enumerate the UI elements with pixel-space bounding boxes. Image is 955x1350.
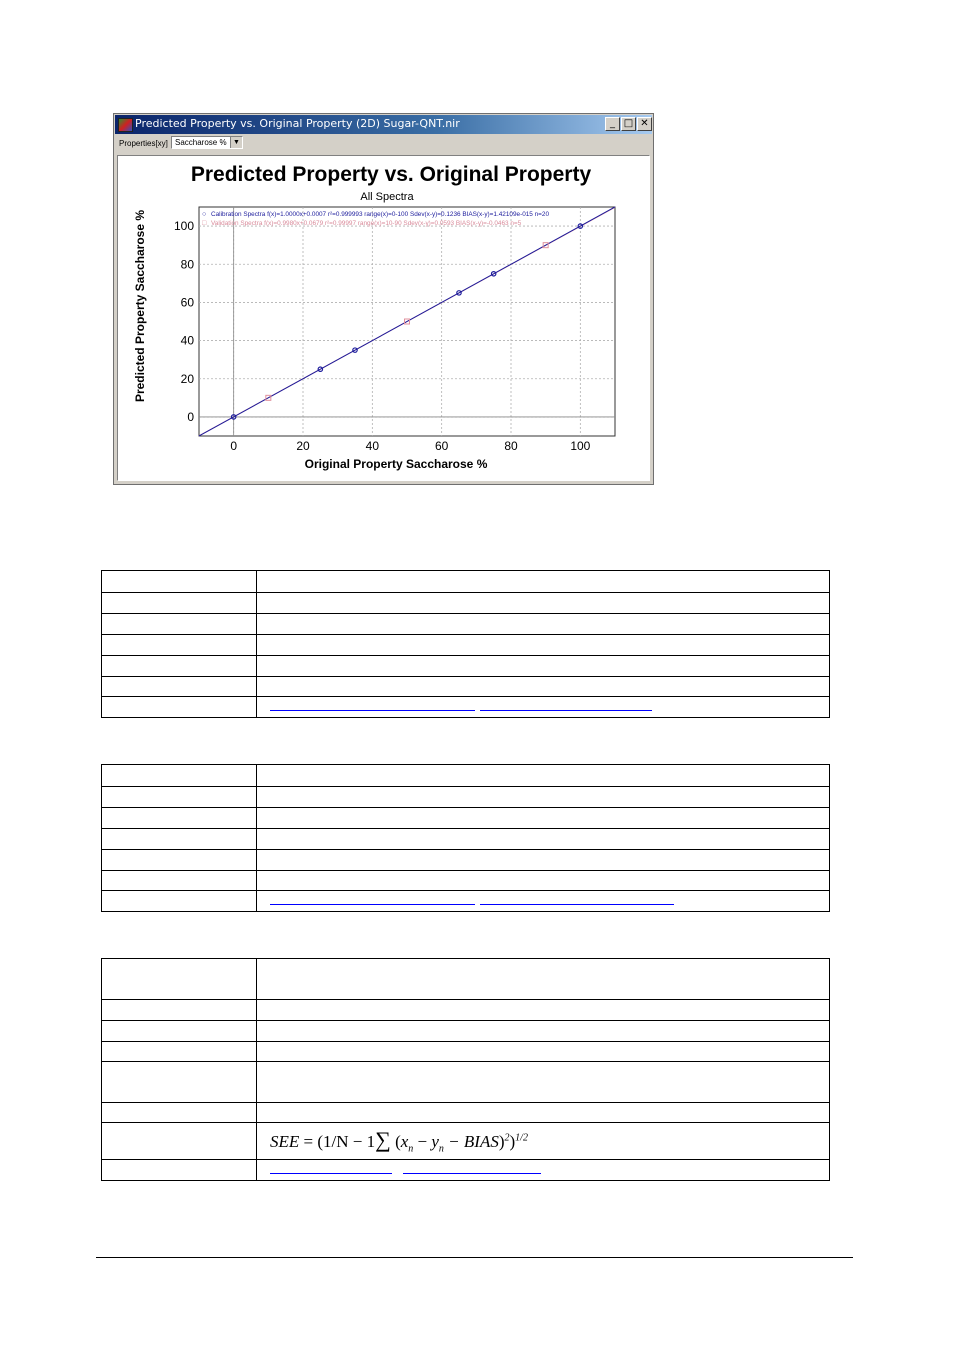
chart-area [117, 155, 650, 481]
y-tick-label: 20 [180, 371, 194, 386]
legend-calibration-marker: ○ [202, 211, 207, 218]
chart-subtitle: All Spectra [360, 191, 414, 203]
formula-x: x [400, 1132, 409, 1152]
table-row [102, 808, 830, 829]
table-row [102, 614, 830, 635]
formula-paren: ( [390, 1132, 401, 1152]
x-tick-label: 60 [434, 439, 449, 453]
property-select[interactable] [171, 136, 243, 149]
formula-square: 2 [504, 1132, 510, 1144]
table-row [102, 1042, 830, 1062]
window-titlebar[interactable] [115, 115, 652, 134]
y-tick-label: 100 [173, 219, 194, 234]
table-row [102, 850, 830, 871]
formula-half: 1/2 [515, 1132, 528, 1144]
property-select-value: Saccharose % [175, 138, 227, 147]
legend-calibration: Calibration Spectra f(x)=1.0000x+0.0007 r²=0.999993 range(x)=0-100 Sdev(x-y)=0.1236 BIAS(x-y)=1.42109e-015 n=20 [211, 211, 550, 218]
formula-minus: − [413, 1132, 432, 1152]
table-row [102, 787, 830, 808]
chart-title: Predicted Property vs. Original Property [190, 163, 592, 186]
table-row [102, 1103, 830, 1123]
table-row [102, 1123, 830, 1160]
formula-n: = (1/N − 1 [299, 1132, 376, 1152]
formula-close-outer: ) [509, 1132, 516, 1152]
table-row [102, 1062, 830, 1103]
table-row [102, 656, 830, 677]
x-tick-label: 80 [504, 439, 518, 453]
property-toolbar [115, 135, 652, 152]
legend-validation: Validation Spectra f(x)=0.9980x+0.0679 r²=0.99997 range(x)=10-90 Sdev(x-y)=0.0593 BIAS(x-y)=-0.0463 n=5 [211, 220, 522, 227]
table-row [102, 677, 830, 697]
x-axis-label: Original Property Saccharose % [304, 457, 488, 471]
see-also-link-3[interactable] [270, 903, 475, 905]
chevron-down-icon[interactable]: ▼ [230, 137, 242, 148]
table-row [102, 959, 830, 1000]
see-formula [270, 1127, 528, 1155]
table-row [102, 1000, 830, 1021]
see-also-link-2[interactable] [480, 709, 652, 711]
info-table-1 [101, 570, 830, 718]
table-row [102, 593, 830, 614]
table-row [102, 571, 830, 593]
properties-label: Properties[xy] [119, 139, 168, 148]
legend-validation-marker: □ [202, 220, 207, 227]
info-table-2 [101, 764, 830, 912]
x-tick-label: 0 [230, 439, 238, 453]
formula-bias: − BIAS [443, 1132, 499, 1152]
table-row [102, 697, 830, 718]
table-row [102, 1160, 830, 1181]
y-tick-label: 0 [187, 409, 194, 424]
chart-window [113, 113, 654, 485]
formula-sub-x: n [408, 1143, 414, 1155]
x-tick-label: 40 [365, 439, 380, 453]
formula-see: SEE [270, 1132, 300, 1152]
see-also-link-5[interactable] [270, 1172, 392, 1174]
formula-sub-y: n [438, 1143, 444, 1155]
table-row [102, 891, 830, 912]
close-button[interactable]: ✕ [637, 117, 652, 131]
table-row [102, 765, 830, 787]
x-tick-label: 20 [296, 439, 310, 453]
formula-y: y [431, 1132, 439, 1152]
table-row [102, 635, 830, 656]
y-tick-label: 60 [180, 295, 194, 310]
see-also-link-6[interactable] [403, 1172, 541, 1174]
table-row [102, 871, 830, 891]
table-row [102, 829, 830, 850]
y-tick-label: 80 [180, 257, 194, 272]
see-also-link-4[interactable] [480, 903, 674, 905]
see-also-link-1[interactable] [270, 709, 475, 711]
minimize-button[interactable]: _ [605, 117, 620, 131]
scatter-chart [118, 156, 649, 480]
maximize-button[interactable]: □ [621, 117, 636, 131]
y-axis-label: Predicted Property Saccharose % [133, 209, 147, 403]
footer-rule [96, 1257, 853, 1258]
x-tick-label: 100 [570, 439, 591, 453]
window-title: Predicted Property vs. Original Property (2D) Sugar-QNT.nir [135, 117, 460, 130]
info-table-3 [101, 958, 830, 1181]
y-tick-label: 40 [180, 333, 194, 348]
formula-close: ) [498, 1132, 505, 1152]
formula-sum: ∑ [375, 1127, 391, 1153]
table-row [102, 1021, 830, 1042]
app-icon [118, 118, 133, 132]
